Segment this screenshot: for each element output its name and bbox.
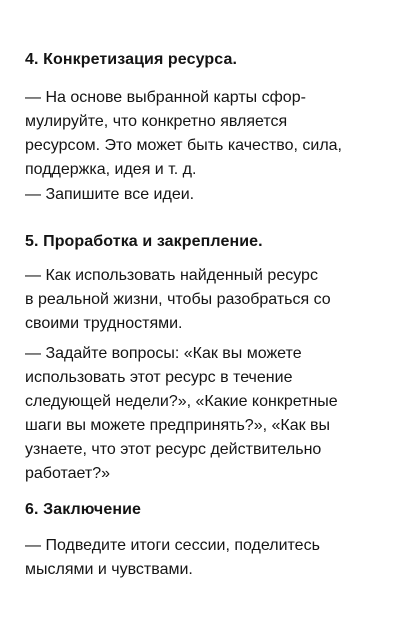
section-6-heading: 6. Заключение <box>25 501 142 518</box>
text-line: — Задайте вопросы: «Как вы можете <box>25 345 302 362</box>
text-line: — Подведите итоги сессии, поделитесь <box>25 537 320 554</box>
text-line: в реальной жизни, чтобы разобраться со <box>25 291 331 308</box>
text-line: шаги вы можете предпринять?», «Как вы <box>25 417 331 434</box>
text-line: мулируйте, что конкретно является <box>25 113 288 130</box>
section-5-heading: 5. Проработка и закрепление. <box>25 233 263 250</box>
text-line: следующей недели?», «Какие конкретные <box>25 393 338 410</box>
text-line: мыслями и чувствами. <box>25 561 193 578</box>
text-line: поддержка, идея и т. д. <box>25 161 197 178</box>
text-line: своими трудностями. <box>25 315 183 332</box>
section-4-paragraph-1 <box>25 86 395 182</box>
section-5-paragraph-1 <box>25 264 395 336</box>
section-4-heading: 4. Конкретизация ресурса. <box>25 51 237 68</box>
text-line: ресурсом. Это может быть качество, сила, <box>25 137 342 154</box>
text-line: — На основе выбранной карты сфор- <box>25 89 306 106</box>
section-4-paragraph-2 <box>25 183 395 207</box>
text-line: — Запишите все идеи. <box>25 186 195 203</box>
text-line: использовать этот ресурс в течение <box>25 369 293 386</box>
text-line: работает?» <box>25 465 111 482</box>
section-6-paragraph-1 <box>25 534 395 582</box>
section-5-paragraph-2 <box>25 342 395 486</box>
text-line: — Как использовать найденный ресурс <box>25 267 318 284</box>
text-line: узнаете, что этот ресурс действительно <box>25 441 322 458</box>
